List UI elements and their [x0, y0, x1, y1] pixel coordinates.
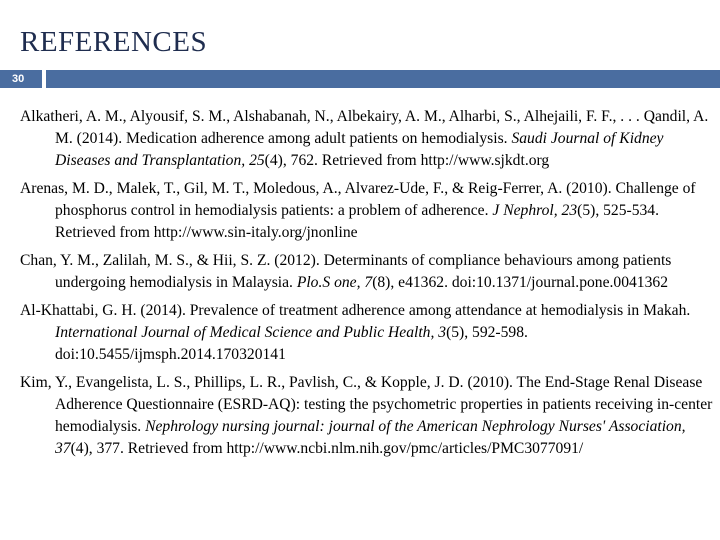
reference-text: Chan, Y. M., Zalilah, M. S., & Hii, S. Z. (2012). Determinants of compliance behaviours among patients undergoing hemodialysis in Malaysia. — [20, 252, 672, 291]
reference-details: (5), 592-598. doi:10.5455/ijmsph.2014.170320141 — [55, 324, 528, 363]
reference-journal: Saudi Journal of Kidney Diseases and Transplantation, 25 — [55, 130, 664, 169]
slide-number: 30 — [0, 70, 42, 88]
reference-details: (4), 762. Retrieved from http://www.sjkdt.org — [264, 152, 550, 169]
reference-text: Arenas, M. D., Malek, T., Gil, M. T., Moledous, A., Alvarez-Ude, F., & Reig-Ferrer, A. (2010). Challenge of phosphorus control in hemodialysis patients: a problem of adherence. — [20, 180, 696, 219]
reference-journal: International Journal of Medical Science and Public Health, 3 — [55, 324, 447, 341]
reference-item — [20, 372, 716, 460]
reference-item — [20, 178, 716, 244]
reference-list — [20, 106, 716, 466]
reference-details: (8), e41362. doi:10.1371/journal.pone.0041362 — [372, 274, 668, 291]
reference-details: (4), 377. Retrieved from http://www.ncbi.nlm.nih.gov/pmc/articles/PMC3077091/ — [70, 440, 584, 457]
reference-journal: J Nephrol, 23 — [492, 202, 578, 219]
reference-journal: Nephrology nursing journal: journal of the American Nephrology Nurses' Association, 37 — [55, 418, 686, 457]
reference-journal: Plo.S one, 7 — [296, 274, 373, 291]
reference-details: (5), 525-534. Retrieved from http://www.sin-italy.org/jnonline — [55, 202, 659, 241]
reference-text: Kim, Y., Evangelista, L. S., Phillips, L. R., Pavlish, C., & Kopple, J. D. (2010). The End-Stage Renal Disease Adherence Questionnaire (ESRD-AQ): testing the psychometric properties in patients receiving in-center hemodialysis. — [20, 374, 713, 435]
reference-item — [20, 106, 716, 172]
reference-text: Al-Khattabi, G. H. (2014). Prevalence of treatment adherence among attendance at hemodialysis in Makah. — [20, 302, 691, 319]
reference-item — [20, 300, 716, 366]
header-divider-bar — [46, 70, 720, 88]
reference-item — [20, 250, 716, 294]
reference-text: Alkatheri, A. M., Alyousif, S. M., Alshabanah, N., Albekairy, A. M., Alharbi, S., Alhejaili, F. F., . . . Qandil, A. M. (2014). Medication adherence among adult patients on hemodialysis. — [20, 108, 709, 147]
page-title: REFERENCES — [20, 26, 208, 58]
